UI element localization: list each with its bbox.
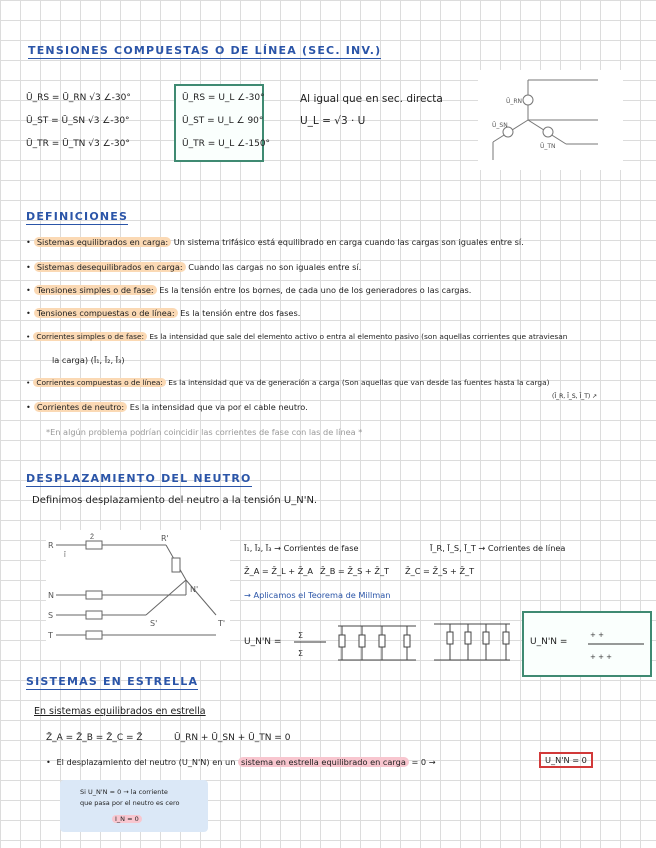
definition-continuation: (Ī_R, Ī_S, Ī_T) ↗ [552,393,598,400]
numerator-terms: + + [590,631,604,639]
section-title-neutral-shift: DESPLAZAMIENTO DEL NEUTRO [26,472,252,485]
definition-item [26,308,300,318]
equation-utr: Ū_TR = Ū_TN √3 ∠-30° [26,139,130,149]
term-highlight: Tensiones simples o de fase: [34,285,157,295]
label-s: S [48,611,54,620]
term-highlight: Corrientes compuestas o de línea: [33,378,166,387]
definition-text: Es la tensión entre los bornes, de cada uno de los generadores o las cargas. [156,285,472,295]
millman-fraction [290,622,330,662]
definition-text: Un sistema trifásico está equilibrado en carga cuando las cargas son iguales entre sí. [171,237,524,247]
box-equation-utr: Ū_TR = U_L ∠-150° [182,139,271,149]
impedance [503,632,509,644]
millman-result-fraction [586,619,646,669]
label-t-prime: T' [218,619,226,628]
line-voltage-box [174,84,271,162]
term-highlight: Corrientes de neutro: [34,402,127,412]
equation-urs: Ū_RS = Ū_RN √3 ∠-30° [26,93,131,103]
label-urn: Ū_RN [506,98,523,105]
label-n: N [48,591,54,600]
box-equation-ust: Ū_ST = U_L ∠ 90° [182,116,264,126]
impedance [339,635,345,647]
sum-symbol: Σ [298,649,304,658]
millman-formula-label: U_N'N = [244,637,282,647]
note-same-direct: Al igual que en sec. directa [300,93,443,105]
phase-currents-text: Ī₁, Ī₂, Ī₃ → Corrientes de fase [244,543,359,553]
star-impedance-equation: Z̄_A = Z̄_B = Z̄_C = Z̄ [46,733,143,743]
statement-highlight: sistema en estrella equilibrado en carga [238,757,409,767]
note-line-2: que pasa por el neutro es cero [80,799,180,807]
impedance-eq-c: Z̄_C = Z̄_S + Z̄_T [405,566,475,576]
label-t: T [48,631,53,640]
term-highlight: Tensiones compuestas o de línea: [34,308,178,318]
label-s-prime: S' [150,619,158,628]
term-highlight: Sistemas desequilibrados en carga: [34,262,186,272]
denominator-terms: + + + [590,653,613,661]
neutral-shift-statement [46,757,436,767]
millman-result-box [522,611,652,677]
definition-item [26,285,471,295]
statement-arrow: = 0 → [411,757,436,767]
box-equation-urs: Ū_RS = U_L ∠-30° [182,93,265,103]
millman-note: → Aplicamos el Teorema de Millman [244,590,391,600]
impedance-n [86,591,102,599]
star-generator-figure [478,70,623,170]
line-currents-text: Ī_R, Ī_S, Ī_T → Corrientes de línea [430,543,566,553]
definition-item [26,332,567,341]
definition-item [26,378,550,387]
equation-ust: Ū_ST = Ū_SN √3 ∠-30° [26,116,130,126]
definition-text: Es la tensión entre dos fases. [177,308,301,318]
note-line-1: Si U_N'N = 0 → la corriente [80,788,168,796]
term-highlight: Corrientes simples o de fase: [33,332,147,341]
label-n-prime: N' [190,585,199,594]
impedance [404,635,410,647]
equivalent-circuit-a [332,618,422,668]
impedance-s [86,611,102,619]
impedance [447,632,453,644]
star-voltage-equation: Ū_RN + Ū_SN + Ū_TN = 0 [174,733,291,743]
impedance-t [86,631,102,639]
equivalent-circuit-b [426,612,516,672]
neutral-shift-result: U_N'N = 0 [539,752,593,768]
definition-text: Es la intensidad que va por el cable neutro. [127,402,308,412]
impedance [379,635,385,647]
definition-item [26,237,524,247]
definition-text: Es la intensidad que va de generación a carga (Son aquellas que van desde las fuentes hasta la carga) [165,378,550,387]
impedance-eq-a: Z̄_A = Z̄_L + Z̄_A [244,566,314,576]
impedance-load-r [172,558,180,572]
impedance [483,632,489,644]
impedance [359,635,365,647]
note-result: I_N = 0 [112,815,142,823]
section-title-definitions: DEFINICIONES [26,210,129,223]
impedance-eq-b: Z̄_B = Z̄_S + Z̄_T [320,566,390,576]
millman-result-label: U_N'N = [530,637,568,647]
term-highlight: Sistemas equilibrados en carga: [34,237,171,247]
neutral-shift-definition: Definimos desplazamiento del neutro a la tensión U_N'N. [32,495,318,506]
impedance-r [86,541,102,549]
definition-item [26,402,308,412]
statement-text: El desplazamiento del neutro (U_N'N) en un [56,757,236,767]
section-title-star-systems: SISTEMAS EN ESTRELLA [26,675,199,688]
label-r-prime: R' [161,534,169,543]
unbalanced-star-circuit [46,530,230,660]
source-t-symbol [543,127,553,137]
label-utn: Ū_TN [540,143,556,150]
note-ul-formula: U_L = √3 · U [300,115,366,127]
star-subtitle: En sistemas equilibrados en estrella [34,706,206,717]
definition-text: Es la intensidad que sale del elemento activo o entra al elemento pasivo (son aquellas corrientes que atraviesan [147,332,568,341]
source-r-symbol [523,95,533,105]
label-z: Z̄ [90,534,95,541]
definition-text: Cuando las cargas no son iguales entre sí. [185,262,362,272]
section-title-line-voltages: TENSIONES COMPUESTAS O DE LÍNEA (SEC. INV.) [28,44,382,57]
neutral-current-note [60,780,208,832]
label-r: R [48,541,54,550]
definition-item [26,262,361,272]
definition-continuation: la carga) (Ī₁, Ī₂, Ī₃) [52,355,125,365]
grey-note: *En algún problema podrían coincidir las corrientes de fase con las de línea * [46,427,363,437]
sum-symbol: Σ [298,631,304,640]
label-i: Ī [64,552,66,559]
impedance [465,632,471,644]
label-usn: Ū_SN [492,122,508,129]
